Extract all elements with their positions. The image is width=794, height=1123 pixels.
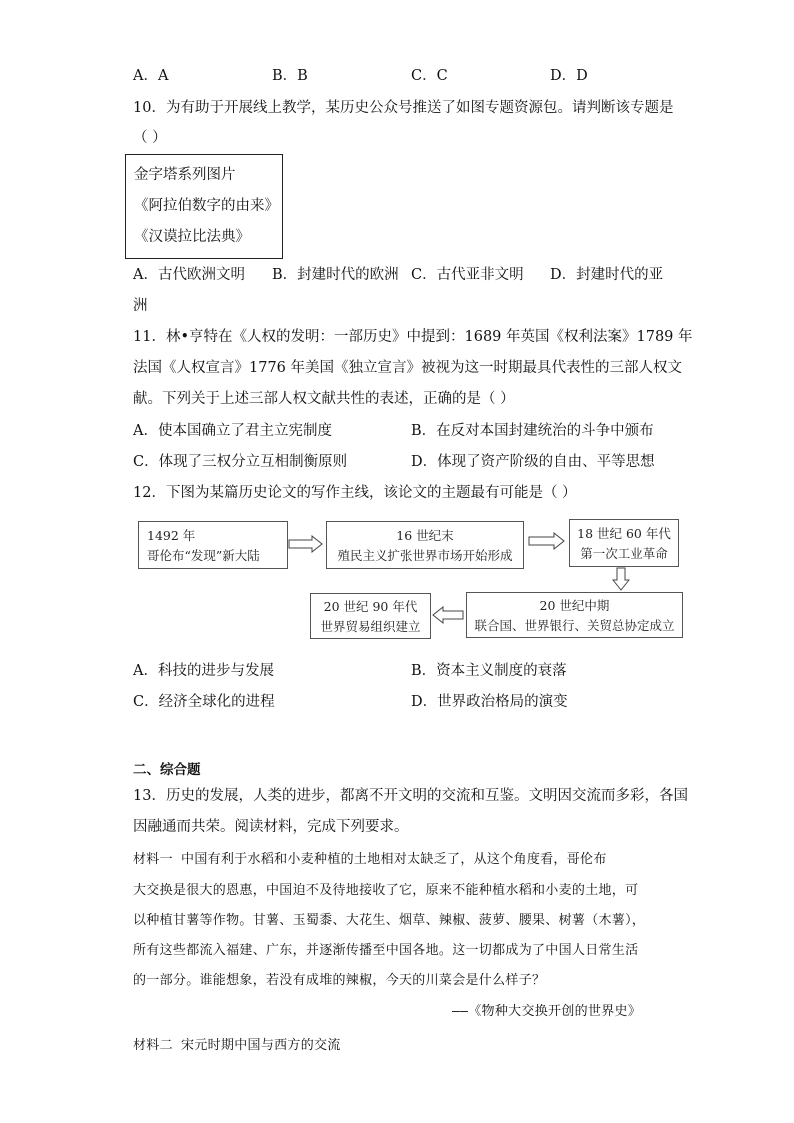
- q11-stem-line2: 法国《人权宣言》1776 年美国《独立宣言》被视为这一时期最具代表性的三部人权文: [133, 360, 683, 376]
- q10-option-c[interactable]: C．古代亚非文明: [411, 267, 524, 283]
- q10-option-a[interactable]: A．古代欧洲文明: [133, 267, 245, 283]
- q11-option-a[interactable]: A．使本国确立了君主立宪制度: [133, 423, 332, 439]
- q10-option-b[interactable]: B．封建时代的欧洲: [272, 267, 399, 283]
- q9-option-a[interactable]: A．A: [133, 68, 169, 84]
- q12-option-b[interactable]: B．资本主义制度的衰落: [411, 663, 567, 679]
- q11-stem-line1: 11．林•亨特在《人权的发明：一部历史》中提到：1689 年英国《权利法案》1789 年: [133, 329, 693, 345]
- section2-heading: 二、综合题: [133, 762, 201, 778]
- q13-stem-line1: 13．历史的发展，人类的进步，都离不开文明的交流和互鉴。文明因交流而多彩，各国: [133, 788, 688, 804]
- q9-option-c[interactable]: C．C: [411, 68, 448, 84]
- material1-line5: 的一部分。谁能想象，若没有成堆的辣椒，今天的川菜会是什么样子？: [133, 973, 546, 988]
- q10-box-item-2: 《阿拉伯数字的由来》: [134, 198, 279, 214]
- flow-box-3: [569, 519, 679, 567]
- flow-box-4-year: 20 世纪中期: [539, 598, 610, 613]
- q12-option-d[interactable]: D．世界政治格局的演变: [411, 694, 568, 710]
- q11-option-c[interactable]: C．体现了三权分立互相制衡原则: [133, 454, 348, 470]
- flow-box-2-event: 殖民主义扩张世界市场开始形成: [337, 548, 513, 563]
- flow-box-5: [310, 593, 431, 639]
- flow-box-2-year: 16 世纪末: [396, 528, 454, 543]
- material1-line4: 所有这些都流入福建、广东，并逐渐传播至中国各地。这一切都成为了中国人日常生活: [133, 943, 639, 958]
- material1-line3: 以种植甘薯等作物。甘薯、玉蜀黍、大花生、烟草、辣椒、菠萝、腰果、树薯（木薯），: [133, 913, 646, 928]
- flow-box-4: [466, 592, 683, 638]
- q12-stem: 12．下图为某篇历史论文的写作主线，该论文的主题最有可能是（ ）: [133, 485, 577, 501]
- material1-line1: 材料一 中国有利于水稻和小麦种植的土地相对太缺乏了，从这个角度看，哥伦布: [133, 852, 607, 867]
- flow-box-1: [138, 521, 288, 569]
- q10-box-item-3: 《汉谟拉比法典》: [134, 229, 250, 245]
- q9-option-d[interactable]: D．D: [550, 68, 588, 84]
- q11-stem-line3: 献。下列关于上述三部人权文献共性的表述，正确的是（ ）: [133, 391, 515, 407]
- material1-source: ——《物种大交换开创的世界史》: [452, 1004, 642, 1019]
- flow-box-3-year: 18 世纪 60 年代: [577, 526, 671, 541]
- q10-box-item-1: 金字塔系列图片: [134, 167, 236, 183]
- flow-box-2: [326, 521, 524, 569]
- flow-arrow-right-2: [528, 532, 566, 550]
- flow-box-4-event: 联合国、世界银行、关贸总协定成立: [474, 618, 675, 633]
- q10-stem-line1: 10．为有助于开展线上教学，某历史公众号推送了如图专题资源包。请判断该专题是: [133, 100, 674, 116]
- material1-line2: 大交换是很大的恩惠，中国迫不及待地接收了它，原来不能种植水稻和小麦的土地，可: [133, 883, 639, 898]
- q11-option-b[interactable]: B．在反对本国封建统治的斗争中颁布: [411, 423, 654, 439]
- flow-box-1-event: 哥伦布“发现”新大陆: [147, 548, 260, 563]
- q10-resource-box: [125, 154, 283, 259]
- q13-stem-line2: 因融通而共荣。阅读材料，完成下列要求。: [133, 819, 409, 835]
- flow-box-5-year: 20 世纪 90 年代: [323, 599, 418, 614]
- flow-arrow-down: [612, 567, 630, 591]
- q12-option-a[interactable]: A．科技的进步与发展: [133, 663, 274, 679]
- q10-stem-line2: （ ）: [133, 130, 167, 146]
- flow-box-3-event: 第一次工业革命: [580, 546, 668, 561]
- flow-box-5-event: 世界贸易组织建立: [320, 619, 421, 634]
- flow-arrow-right-1: [288, 535, 324, 553]
- q9-option-b[interactable]: B．B: [272, 68, 308, 84]
- q10-option-d-wrap: 洲: [133, 298, 148, 314]
- q10-option-d[interactable]: D．封建时代的亚: [550, 267, 664, 283]
- flow-box-1-year: 1492 年: [147, 528, 196, 543]
- q12-option-c[interactable]: C．经济全球化的进程: [133, 694, 275, 710]
- flow-arrow-left: [432, 606, 464, 624]
- material2-title: 材料二 宋元时期中国与西方的交流: [133, 1038, 341, 1053]
- q11-option-d[interactable]: D．体现了资产阶级的自由、平等思想: [411, 454, 655, 470]
